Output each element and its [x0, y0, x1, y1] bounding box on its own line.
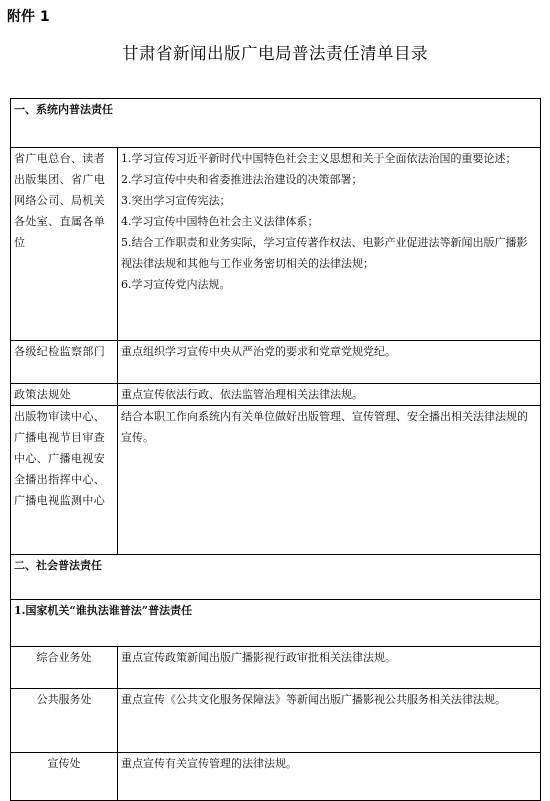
table-row	[11, 384, 541, 406]
unit-cell: 出版物审读中心、广播电视节目审查中心、广播电视安全播出指挥中心、广播电视监测中心	[11, 406, 118, 555]
section-heading-row	[11, 99, 541, 148]
table-row	[11, 406, 541, 555]
duty-item: 重点宣传《公共文化服务保障法》等新闻出版广播影视公共服务相关法律法规。	[121, 693, 506, 706]
table-row	[11, 148, 541, 341]
duty-cell	[118, 341, 541, 384]
duty-item: 2.学习宣传中央和省委推进法治建设的决策部署；	[121, 173, 363, 186]
unit-cell: 宣传处	[11, 753, 118, 801]
table-row	[11, 341, 541, 384]
duty-item: 6.学习宣传党内法规。	[121, 278, 231, 291]
document-title: 甘肃省新闻出版广电局普法责任清单目录	[122, 44, 428, 63]
responsibility-table	[10, 98, 541, 801]
duty-cell	[118, 689, 541, 753]
duty-item: 5.结合工作职责和业务实际，学习宣传著作权法、电影产业促进法等新闻出版广播影视法律法规和其他与工作业务密切相关的法律法规；	[121, 236, 528, 270]
unit-cell: 公共服务处	[11, 689, 118, 753]
subsection-heading-row	[11, 600, 541, 647]
unit-cell: 各级纪检监察部门	[11, 341, 118, 384]
duty-item: 1.学习宣传习近平新时代中国特色社会主义思想和关于全面依法治国的重要论述；	[121, 152, 517, 165]
duty-cell	[118, 148, 541, 341]
duty-item: 重点组织学习宣传中央从严治党的要求和党章党规党纪。	[121, 345, 396, 358]
section-heading-social: 二、社会普法责任	[11, 555, 541, 600]
table-row	[11, 689, 541, 753]
duty-cell	[118, 406, 541, 555]
duty-cell	[118, 753, 541, 801]
duty-item: 重点宣传有关宣传管理的法律法规。	[121, 757, 297, 770]
section-heading-row	[11, 555, 541, 600]
section-heading-internal: 一、系统内普法责任	[11, 99, 541, 148]
subsection-heading-state-organs: 1.国家机关“谁执法谁普法”普法责任	[11, 600, 541, 647]
unit-cell: 政策法规处	[11, 384, 118, 406]
duty-cell	[118, 647, 541, 689]
duty-item: 3.突出学习宣传宪法；	[121, 194, 231, 207]
duty-item: 重点宣传政策新闻出版广播影视行政审批相关法律法规。	[121, 651, 396, 664]
duty-item: 结合本职工作向系统内有关单位做好出版管理、宣传管理、安全播出相关法律法规的宣传。	[121, 410, 528, 444]
table-row	[11, 647, 541, 689]
unit-cell: 省广电总台、读者出版集团、省广电网络公司、局机关各处室、直属各单位	[11, 148, 118, 341]
duty-item: 重点宣传依法行政、依法监管治理相关法律法规。	[121, 388, 363, 401]
attachment-label: 附件 1	[7, 9, 50, 25]
duty-item: 4.学习宣传中国特色社会主义法律体系；	[121, 215, 319, 228]
duty-cell	[118, 384, 541, 406]
unit-cell: 综合业务处	[11, 647, 118, 689]
table-row	[11, 753, 541, 801]
